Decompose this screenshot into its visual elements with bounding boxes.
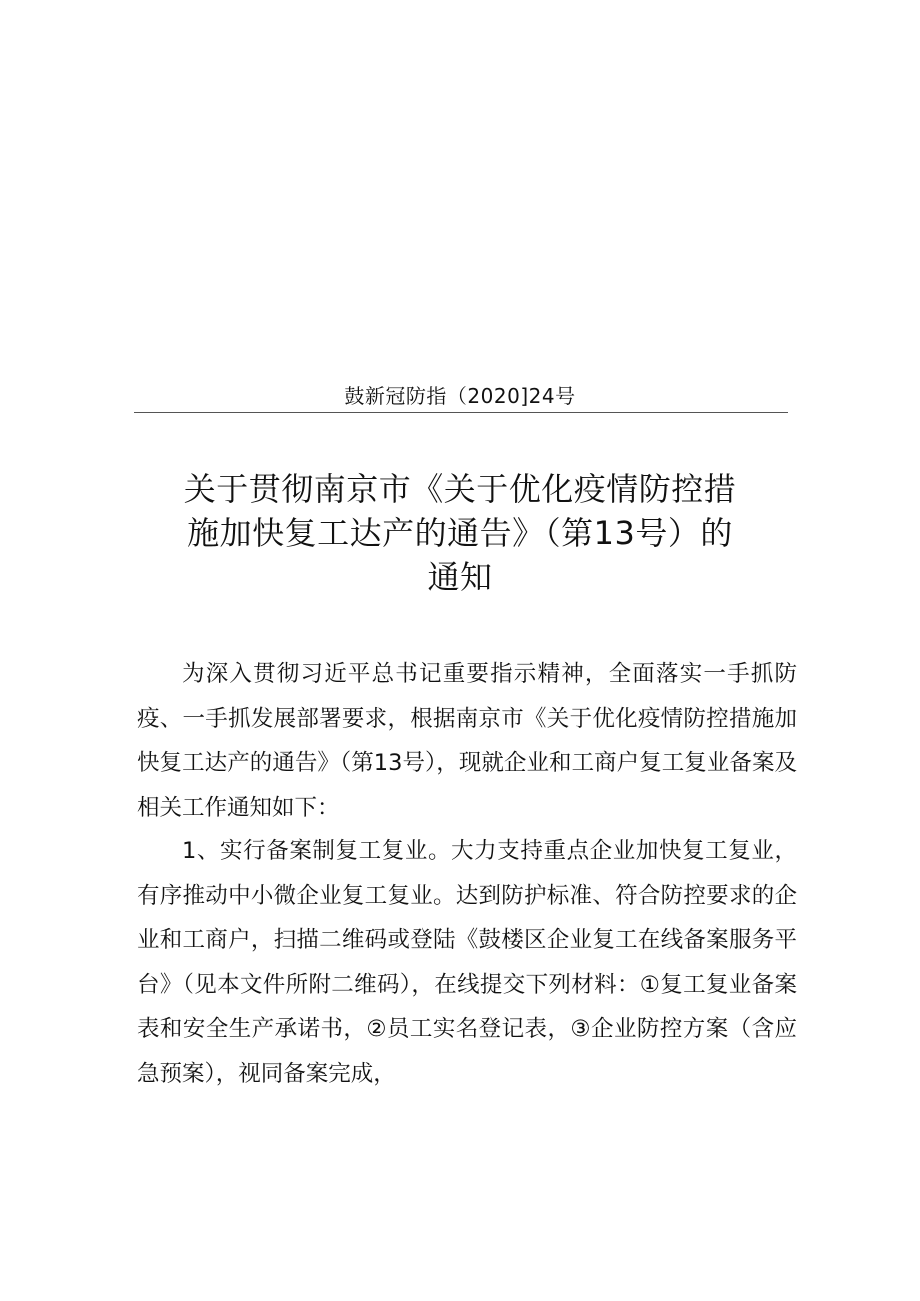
header-divider xyxy=(134,412,788,413)
title-line-2: 施加快复工达产的通告》（第13号）的 xyxy=(187,514,733,552)
body-paragraph-intro: 为深入贯彻习近平总书记重要指示精神，全面落实一手抓防疫、一手抓发展部署要求，根据南京市《关于优化疫情防控措施加快复工达产的通告》（第13号），现就企业和工商户复工复业备案及相关工作通知如下： xyxy=(137,661,797,821)
document-number: 鼓新冠防指（2020]24号 xyxy=(344,384,576,408)
document-title xyxy=(120,467,800,599)
body-paragraph-item-1: 1、实行备案制复工复业。大力支持重点企业加快复工复业，有序推动中小微企业复工复业。达到防护标准、符合防控要求的企业和工商户，扫描二维码或登陆《鼓楼区企业复工在线备案服务平台》（见本文件所附二维码），在线提交下列材料：①复工复业备案表和安全生产承诺书，②员工实名登记表，③企业防控方案（含应急预案），视同备案完成， xyxy=(137,838,797,1087)
title-line-3: 通知 xyxy=(427,558,493,596)
title-line-1: 关于贯彻南京市《关于优化疫情防控措 xyxy=(183,470,737,508)
